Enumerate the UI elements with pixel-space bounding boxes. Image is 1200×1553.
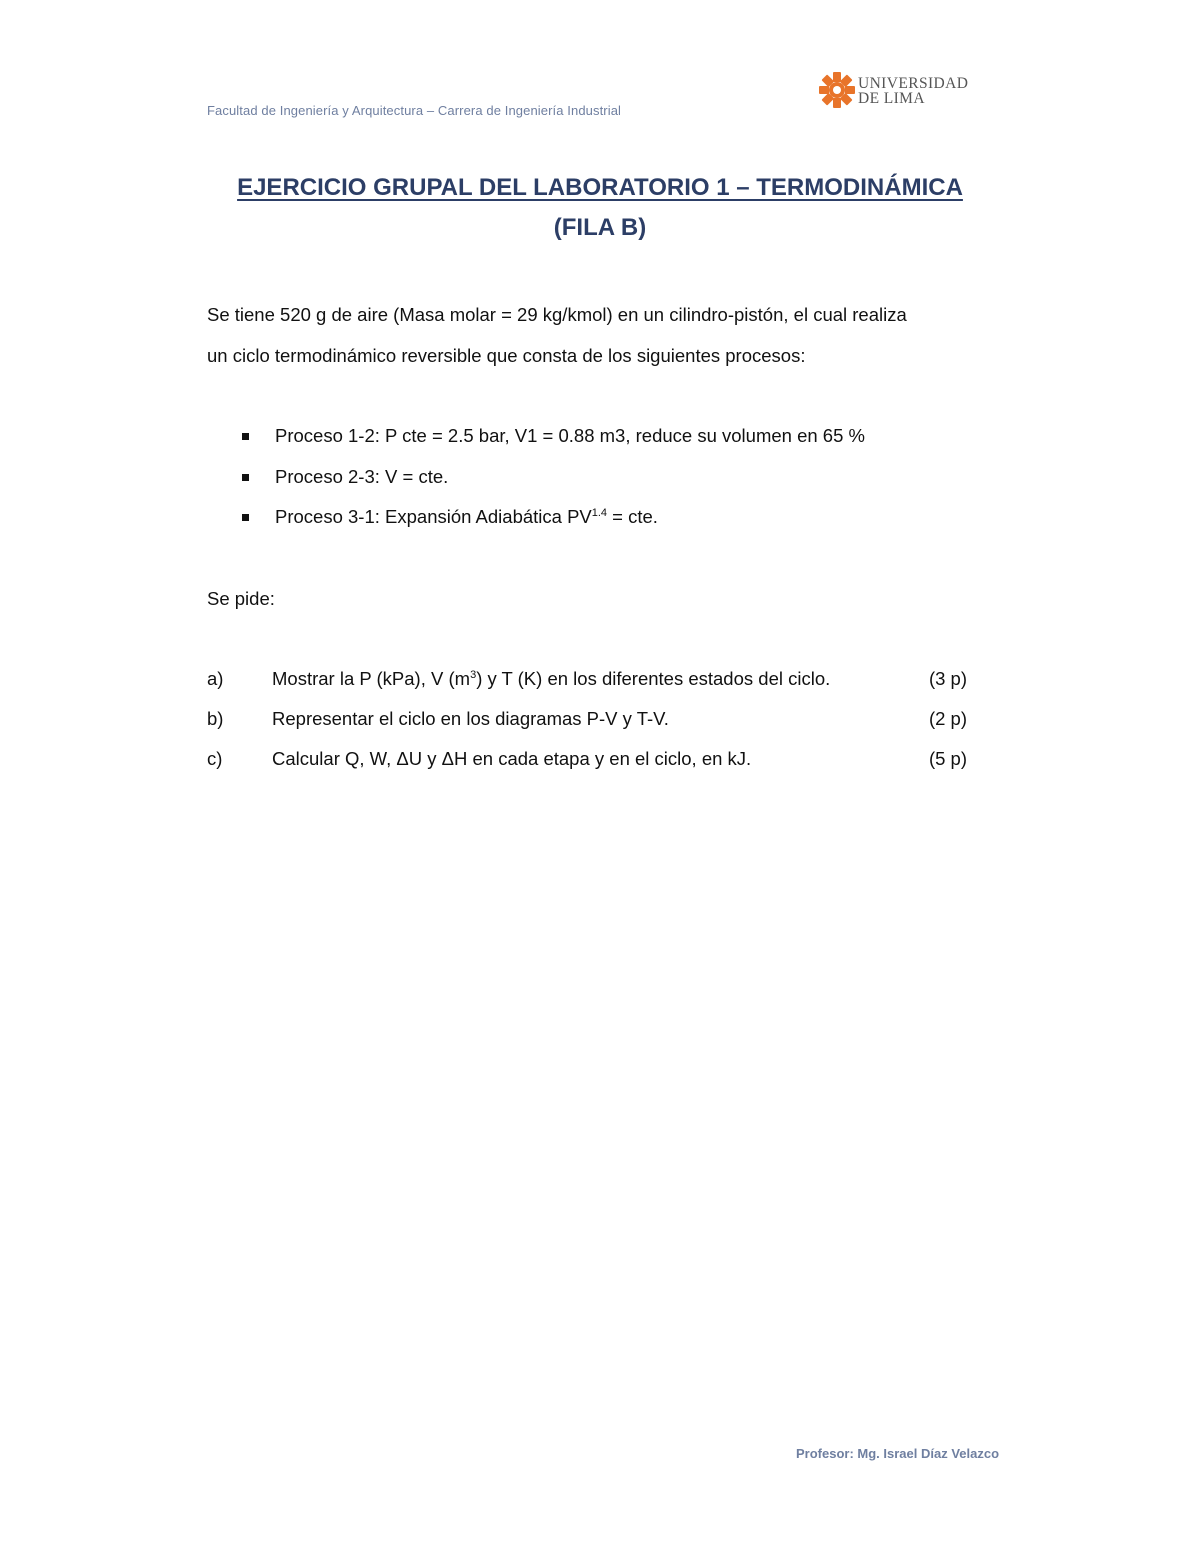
process-text bbox=[275, 506, 658, 528]
logo-line-1: UNIVERSIDAD bbox=[858, 75, 969, 92]
bullet-square-icon bbox=[242, 514, 249, 521]
process-text: Proceso 2-3: V = cte. bbox=[275, 466, 449, 487]
question-points: (2 p) bbox=[928, 708, 967, 729]
logo-line-2: DE LIMA bbox=[858, 90, 925, 107]
document-title bbox=[0, 174, 1200, 202]
intro-line-2: un ciclo termodinámico reversible que consta de los siguientes procesos: bbox=[207, 345, 806, 366]
question-text: Calcular Q, W, ΔU y ΔH en cada etapa y en el ciclo, en kJ. bbox=[272, 748, 752, 769]
faculty-header-text: Facultad de Ingeniería y Arquitectura – Carrera de Ingeniería Industrial bbox=[207, 103, 622, 118]
process-text-end: = cte. bbox=[607, 506, 658, 527]
exponent: 3 bbox=[470, 668, 477, 681]
process-item bbox=[240, 425, 865, 447]
document-subtitle: (FILA B) bbox=[553, 214, 647, 241]
process-item bbox=[240, 506, 658, 528]
intro-line-1: Se tiene 520 g de aire (Masa molar = 29 kg/kmol) en un cilindro-pistón, el cual realiza bbox=[207, 304, 907, 325]
university-star-icon bbox=[818, 70, 856, 110]
question-letter: c) bbox=[207, 748, 223, 769]
bullet-square-icon bbox=[242, 474, 249, 481]
logo-wordmark bbox=[858, 76, 968, 106]
request-label: Se pide: bbox=[207, 588, 275, 609]
bullet-square-icon bbox=[242, 433, 249, 440]
question-text: Representar el ciclo en los diagramas P-V y T-V. bbox=[272, 708, 669, 729]
question-text-end: ) y T (K) en los diferentes estados del ciclo. bbox=[476, 668, 831, 689]
question-text-main: Mostrar la P (kPa), V (m bbox=[272, 668, 471, 689]
question-letter: a) bbox=[207, 668, 224, 689]
process-item bbox=[240, 466, 448, 488]
document-title-text: EJERCICIO GRUPAL DEL LABORATORIO 1 – TERMODINÁMICA bbox=[237, 174, 963, 201]
exponent: 1.4 bbox=[591, 506, 608, 519]
university-logo bbox=[818, 70, 988, 112]
professor-footer: Profesor: Mg. Israel Díaz Velazco bbox=[796, 1446, 1000, 1461]
question-points: (3 p) bbox=[928, 668, 967, 689]
process-text: Proceso 1-2: P cte = 2.5 bar, V1 = 0.88 m3, reduce su volumen en 65 % bbox=[275, 425, 865, 446]
question-letter: b) bbox=[207, 708, 224, 729]
process-text-main: Proceso 3-1: Expansión Adiabática PV bbox=[275, 506, 592, 527]
question-points: (5 p) bbox=[928, 748, 967, 769]
question-text bbox=[272, 668, 830, 690]
